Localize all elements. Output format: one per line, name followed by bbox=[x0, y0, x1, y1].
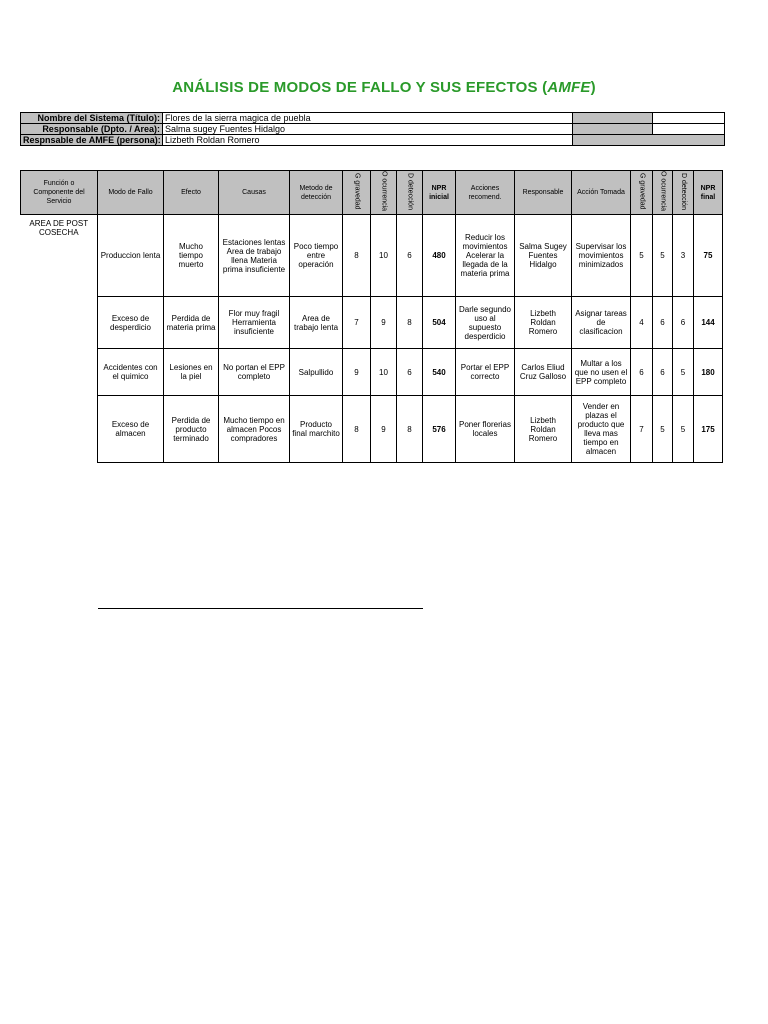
header-deteccion-text: D detección bbox=[406, 172, 414, 210]
info-cell-gray bbox=[573, 135, 725, 146]
amfe-table bbox=[20, 170, 723, 463]
table-row bbox=[21, 396, 723, 463]
accion-tomada-cell: Multar a los que no usen el EPP completo bbox=[572, 349, 631, 396]
causas-cell: Estaciones lentas Area de trabajo llena Materia prima insuficiente bbox=[219, 215, 290, 297]
causas-cell: Mucho tiempo en almacen Pocos compradores bbox=[219, 396, 290, 463]
npr-inicial-cell: 576 bbox=[423, 396, 456, 463]
gravedad-2-cell: 7 bbox=[631, 396, 653, 463]
acciones-cell: Reducir los movimientos Acelerar la llegada de la materia prima bbox=[456, 215, 515, 297]
header-metodo: Metodo de detección bbox=[290, 171, 343, 215]
signature-line bbox=[98, 608, 423, 609]
table-row bbox=[21, 349, 723, 396]
responsible-amfe-value[interactable]: Lizbeth Roldan Romero bbox=[163, 135, 573, 146]
efecto-cell: Perdida de materia prima bbox=[164, 297, 219, 349]
ocurrencia-2-cell: 5 bbox=[653, 215, 673, 297]
responsible-amfe-label: Respnsable de AMFE (persona): bbox=[21, 135, 163, 146]
npr-final-cell: 75 bbox=[694, 215, 723, 297]
metodo-cell: Producto final marchito bbox=[290, 396, 343, 463]
table-row bbox=[21, 215, 723, 297]
header-deteccion-2-text: D detección bbox=[680, 172, 687, 210]
acciones-cell: Darle segundo uso al supuesto desperdicio bbox=[456, 297, 515, 349]
causas-cell: Flor muy fragil Herramienta insuficiente bbox=[219, 297, 290, 349]
responsable-cell: Lizbeth Roldan Romero bbox=[515, 297, 572, 349]
ocurrencia-cell: 9 bbox=[371, 396, 397, 463]
efecto-cell: Mucho tiempo muerto bbox=[164, 215, 219, 297]
gravedad-2-cell: 6 bbox=[631, 349, 653, 396]
info-cell-blank[interactable] bbox=[653, 124, 725, 135]
deteccion-cell: 6 bbox=[397, 215, 423, 297]
ocurrencia-cell: 10 bbox=[371, 215, 397, 297]
header-ocurrencia-text: O ocurrencia bbox=[380, 171, 388, 212]
responsable-cell: Lizbeth Roldan Romero bbox=[515, 396, 572, 463]
header-npr-inicial: NPR inicial bbox=[423, 171, 456, 215]
efecto-cell: Perdida de producto terminado bbox=[164, 396, 219, 463]
header-funcion: Función o Componente del Servicio bbox=[21, 171, 98, 215]
gravedad-cell: 8 bbox=[343, 215, 371, 297]
acciones-cell: Poner florerias locales bbox=[456, 396, 515, 463]
header-row bbox=[21, 171, 723, 215]
npr-final-cell: 180 bbox=[694, 349, 723, 396]
header-causas: Causas bbox=[219, 171, 290, 215]
header-ocurrencia-2 bbox=[653, 171, 673, 215]
responsible-dept-value[interactable]: Salma sugey Fuentes Hidalgo bbox=[163, 124, 573, 135]
accion-tomada-cell: Asignar tareas de clasificacion bbox=[572, 297, 631, 349]
causas-cell: No portan el EPP completo bbox=[219, 349, 290, 396]
npr-inicial-cell: 540 bbox=[423, 349, 456, 396]
funcion-cell bbox=[21, 215, 98, 463]
gravedad-2-cell: 5 bbox=[631, 215, 653, 297]
ocurrencia-2-cell: 5 bbox=[653, 396, 673, 463]
ocurrencia-2-cell: 6 bbox=[653, 349, 673, 396]
responsible-amfe-row bbox=[21, 135, 725, 146]
npr-inicial-cell: 480 bbox=[423, 215, 456, 297]
responsible-dept-label: Responsable (Dpto. / Area): bbox=[21, 124, 163, 135]
deteccion-2-cell: 6 bbox=[673, 297, 694, 349]
header-accion-tomada: Acción Tomada bbox=[572, 171, 631, 215]
header-modo: Modo de Fallo bbox=[98, 171, 164, 215]
acciones-cell: Portar el EPP correcto bbox=[456, 349, 515, 396]
deteccion-cell: 8 bbox=[397, 297, 423, 349]
system-name-row bbox=[21, 113, 725, 124]
info-cell-gray bbox=[573, 124, 653, 135]
modo-cell: Exceso de desperdicio bbox=[98, 297, 164, 349]
npr-final-cell: 144 bbox=[694, 297, 723, 349]
efecto-cell: Lesiones en la piel bbox=[164, 349, 219, 396]
header-gravedad-text: G gravedad bbox=[353, 172, 361, 210]
gravedad-cell: 7 bbox=[343, 297, 371, 349]
header-gravedad-2-text: G gravedad bbox=[638, 172, 646, 210]
responsable-cell: Carlos Eliud Cruz Galloso bbox=[515, 349, 572, 396]
header-responsable: Responsable bbox=[515, 171, 572, 215]
metodo-cell: Salpullido bbox=[290, 349, 343, 396]
responsible-dept-row bbox=[21, 124, 725, 135]
deteccion-2-cell: 5 bbox=[673, 349, 694, 396]
system-info-table bbox=[20, 112, 725, 146]
accion-tomada-cell: Vender en plazas el producto que lleva mas tiempo en almacen bbox=[572, 396, 631, 463]
modo-cell: Exceso de almacen bbox=[98, 396, 164, 463]
header-gravedad bbox=[343, 171, 371, 215]
info-cell-gray bbox=[573, 113, 653, 124]
system-name-value[interactable]: Flores de la sierra magica de puebla bbox=[163, 113, 573, 124]
header-deteccion bbox=[397, 171, 423, 215]
deteccion-cell: 6 bbox=[397, 349, 423, 396]
header-ocurrencia bbox=[371, 171, 397, 215]
accion-tomada-cell: Supervisar los movimientos minimizados bbox=[572, 215, 631, 297]
responsable-cell: Salma Sugey Fuentes Hidalgo bbox=[515, 215, 572, 297]
deteccion-2-cell: 5 bbox=[673, 396, 694, 463]
npr-inicial-cell: 504 bbox=[423, 297, 456, 349]
ocurrencia-cell: 9 bbox=[371, 297, 397, 349]
ocurrencia-2-cell: 6 bbox=[653, 297, 673, 349]
header-gravedad-2 bbox=[631, 171, 653, 215]
metodo-cell: Area de trabajo lenta bbox=[290, 297, 343, 349]
header-ocurrencia-2-text: O ocurrencia bbox=[659, 171, 667, 212]
header-efecto: Efecto bbox=[164, 171, 219, 215]
npr-final-cell: 175 bbox=[694, 396, 723, 463]
gravedad-2-cell: 4 bbox=[631, 297, 653, 349]
header-npr-final: NPR final bbox=[694, 171, 723, 215]
table-row bbox=[21, 297, 723, 349]
modo-cell: Accidentes con el quimico bbox=[98, 349, 164, 396]
page-title: ANÁLISIS DE MODOS DE FALLO Y SUS EFECTOS (AMFE) bbox=[172, 79, 596, 96]
metodo-cell: Poco tiempo entre operación bbox=[290, 215, 343, 297]
gravedad-cell: 9 bbox=[343, 349, 371, 396]
system-name-label: Nombre del Sistema (Título): bbox=[21, 113, 163, 124]
ocurrencia-cell: 10 bbox=[371, 349, 397, 396]
gravedad-cell: 8 bbox=[343, 396, 371, 463]
info-cell-blank[interactable] bbox=[653, 113, 725, 124]
funcion-text: AREA DE POST COSECHA bbox=[29, 219, 89, 238]
header-acciones: Acciones recomend. bbox=[456, 171, 515, 215]
deteccion-cell: 8 bbox=[397, 396, 423, 463]
deteccion-2-cell: 3 bbox=[673, 215, 694, 297]
modo-cell: Produccion lenta bbox=[98, 215, 164, 297]
header-deteccion-2 bbox=[673, 171, 694, 215]
